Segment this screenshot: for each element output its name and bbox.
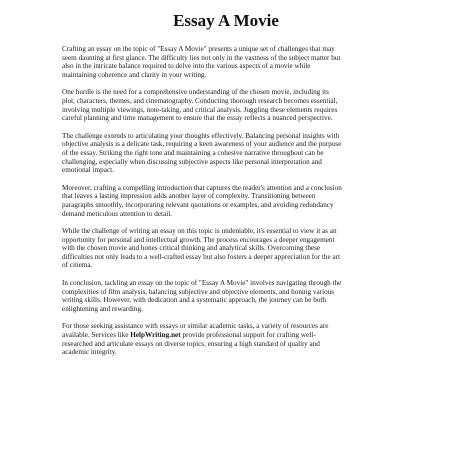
paragraph-6: In conclusion, tackling an essay on the topic of "Essay A Movie" involves navigating through the complexities of film analysis, balancing subjective and objective elements, and honing various writing skills. However, with dedication and a systematic approach, the journey can be both enlightening and rewarding. xyxy=(62,279,342,313)
paragraph-1: Crafting an essay on the topic of "Essay A Movie" presents a unique set of challenges that may seem daunting at first glance. The difficulty lies not only in the vastness of the subject matter but also in the intricate balance required to delve into the various aspects of a movie while maintaining coherence and clarity in your writing. xyxy=(62,45,341,79)
paragraph-3: The challenge extends to articulating your thoughts effectively. Balancing personal insights with objective analysis is a delicate task, requiring a keen awareness of your audience and the purpose of the essay. Striking the right tone and maintaining a cohesive narrative throughout can be challenging, especially when discussing subjective aspects like personal interpretation and emotional impact. xyxy=(62,131,342,175)
page-title: Essay A Movie xyxy=(173,11,279,30)
paragraph-4: Moreover, crafting a compelling introduction that captures the reader's attention and a conclusion that leaves a lasting impression adds another layer of complexity. Transitioning between paragraphs smoothly, incorporating relevant quotations or examples, and avoiding redundancy demand meticulous attention to detail. xyxy=(62,183,342,218)
document-body xyxy=(62,45,402,366)
paragraph-7 xyxy=(62,322,402,356)
paragraph-2: One hurdle is the need for a comprehensive understanding of the chosen movie, including its plot, characters, themes, and cinematography. Conducting thorough research becomes essential, involving multiple viewings, note-taking, and critical analysis. Juggling these elements requires careful planning and time management to ensure that the essay reflects a nuanced perspective. xyxy=(62,88,338,123)
helpwriting-link[interactable]: HelpWriting.net xyxy=(130,331,181,340)
paragraph-5: While the challenge of writing an essay on this topic is undeniable, it's essential to view it as an opportunity for personal and intellectual growth. The process encourages a deeper engagement with the chosen movie and hones critical thinking and analytical skills. Overcoming these difficulties not only leads to a well-crafted essay but also fosters a deeper appreciation for the art of cinema. xyxy=(62,227,341,270)
paragraph-7-text-after: provide professional support for crafting well- researched and articulate essays on diverse topics, ensuring a high standard of quality and academic integrity. xyxy=(62,331,320,357)
paragraph-7-text-before: For those seeking assistance with essays or similar academic tasks, a variety of resources are available. Services like xyxy=(62,322,329,340)
